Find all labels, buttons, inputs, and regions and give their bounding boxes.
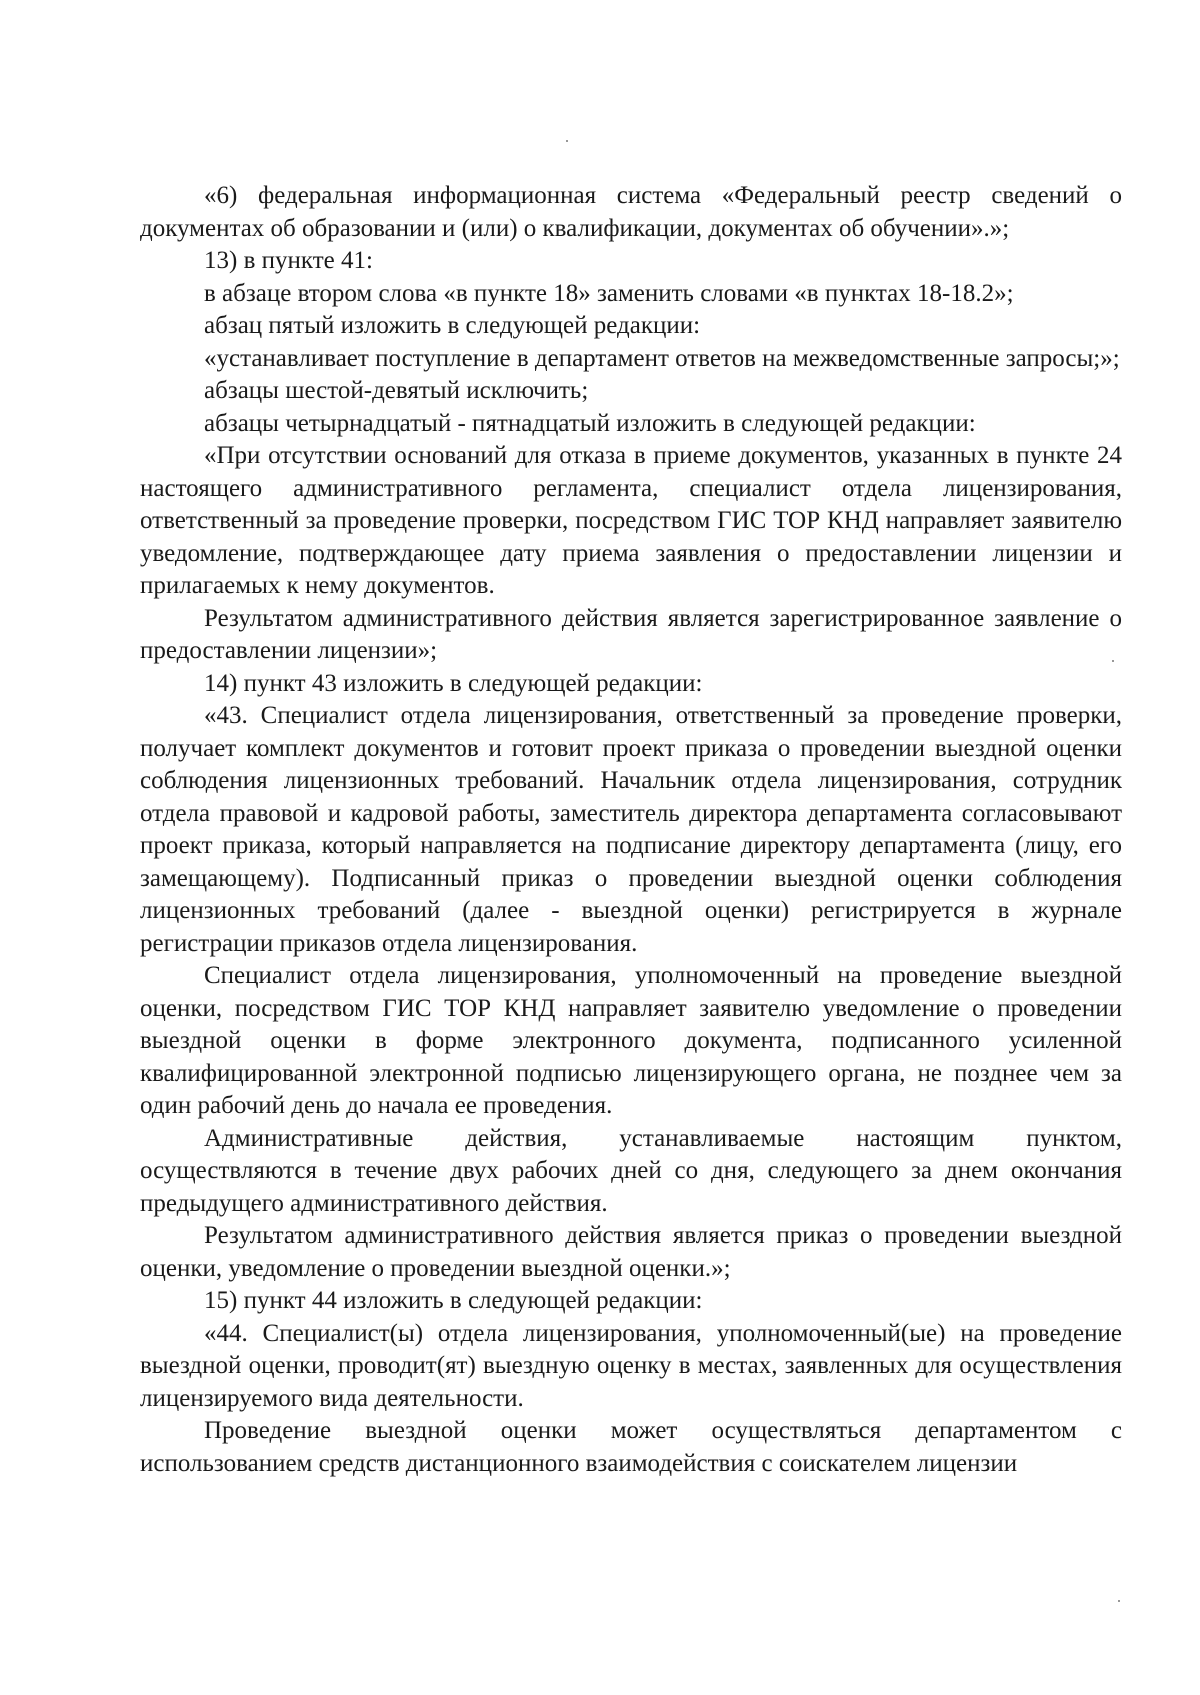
paragraph: абзацы шестой-девятый исключить; [204,377,589,404]
paragraph: «44. Специалист(ы) отдела лицензирования, уполномоченный(ые) на проведение выездной оценки, проводит(ят) выездную оценку в местах, заявленных для осуществления лицензируемого вида деятельности. [140,1319,1122,1412]
paragraph: Специалист отдела лицензирования, уполномоченный на проведение выездной оценки, посредством ГИС ТОР КНД направляет заявителю уведомление о проведении выездной оценки в форме электронного документа, подписанного усиленной квалифицированной электронной подписью лицензирующего органа, не позднее чем за один рабочий день до начала ее проведения. [140,962,1122,1119]
paragraph: Административные действия, устанавливаемые настоящим пунктом, осуществляются в течение двух рабочих дней со дня, следующего за днем окончания предыдущего административного действия. [140,1124,1122,1217]
paragraph: 15) пункт 44 изложить в следующей редакции: [204,1287,703,1314]
paragraph: «устанавливает поступление в департамент ответов на межведомственные запросы;»; [204,344,1120,372]
paragraph: «При отсутствии оснований для отказа в приеме документов, указанных в пункте 24 настоящего административного регламента, специалист отдела лицензирования, ответственный за проведение проверки, посредством ГИС ТОР КНД направляет заявителю уведомление, подтверждающее дату приема заявления о предоставлении лицензии и прилагаемых к нему документов. [140,442,1122,599]
paragraph: 14) пункт 43 изложить в следующей редакции: [204,669,703,697]
paragraph: «43. Специалист отдела лицензирования, ответственный за проведение проверки, получает комплект документов и готовит проект приказа о проведении выездной оценки соблюдения лицензионных требований. Начальник отдела лицензирования, сотрудник отдела правовой и кадровой работы, заместитель директора департамента согласовывают проект приказа, который направляется на подписание директору департамента (лицу, его замещающему). Подписанный приказ о проведении выездной оценки соблюдения лицензионных требований (далее - выездной оценки) регистрируется в журнале регистрации приказов отдела лицензирования. [140,702,1122,957]
document-body [140,180,1122,1480]
paragraph: абзац пятый изложить в следующей редакции: [204,312,701,339]
paragraph: Результатом административного действия является зарегистрированное заявление о предоставлении лицензии»; [140,604,1122,664]
paragraph: абзацы четырнадцатый - пятнадцатый изложить в следующей редакции: [204,409,976,437]
paragraph: Результатом административного действия является приказ о проведении выездной оценки, уведомление о проведении выездной оценки.»; [140,1222,1122,1282]
paragraph: Проведение выездной оценки может осуществляться департаментом с использованием средств дистанционного взаимодействия с соискателем лицензии [140,1417,1122,1477]
scan-speck [1118,1600,1120,1602]
paragraph: 13) в пункте 41: [204,247,373,274]
paragraph: в абзаце втором слова «в пункте 18» заменить словами «в пунктах 18-18.2»; [204,279,1014,307]
scan-speck [566,140,568,142]
paragraph: «6) федеральная информационная система «Федеральный реестр сведений о документах об образовании и (или) о квалификации, документах об обучении».»; [140,182,1122,242]
